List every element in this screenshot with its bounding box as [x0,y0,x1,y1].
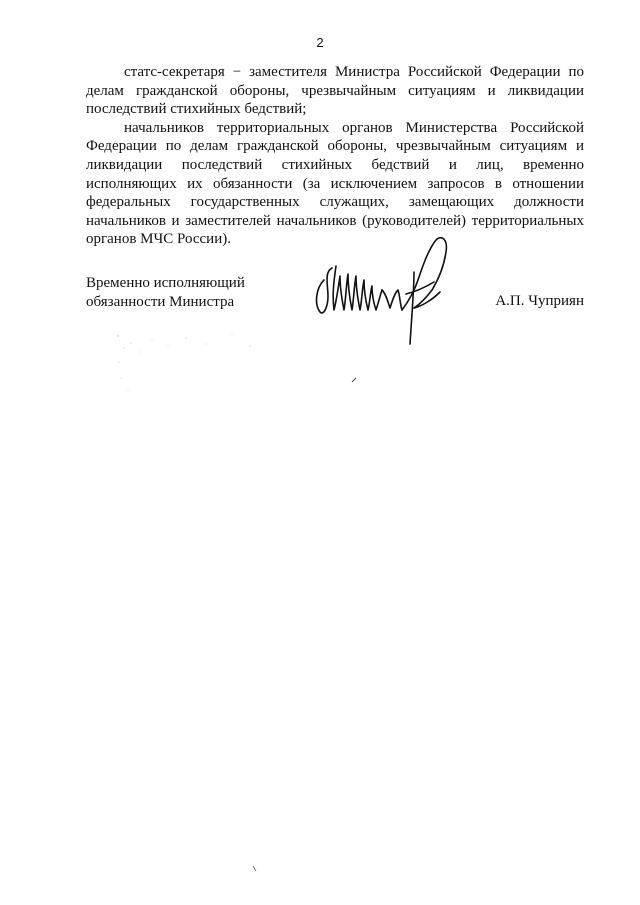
paragraph-state-secretary: статс-секретаря − заместителя Министра Российской Федерации по делам гражданской обороны, чрезвычайным ситуациям и ликвидации последствий стихийных бедствий; [86,64,584,118]
page-number: 2 [316,35,324,50]
paragraph-territorial-heads: начальников территориальных органов Министерства Российской Федерации по делам гражданской обороны, чрезвычайным ситуациям и ликвидации последствий стихийных бедствий и лиц, временно исполняющих их обязанности (за исключением запросов в отношении федеральных государственных служащих, замещающих должности начальников и заместителей начальников (руководителей) территориальных органов МЧС России). [86,119,584,248]
handwritten-signature-mark [310,232,470,350]
signatory-name: А.П. Чуприян [495,293,584,309]
signatory-position-line1: Временно исполняющий [86,275,245,291]
document-body [86,63,584,249]
signatory-position [86,274,286,311]
signatory-position-line2: обязанности Министра [86,293,235,310]
